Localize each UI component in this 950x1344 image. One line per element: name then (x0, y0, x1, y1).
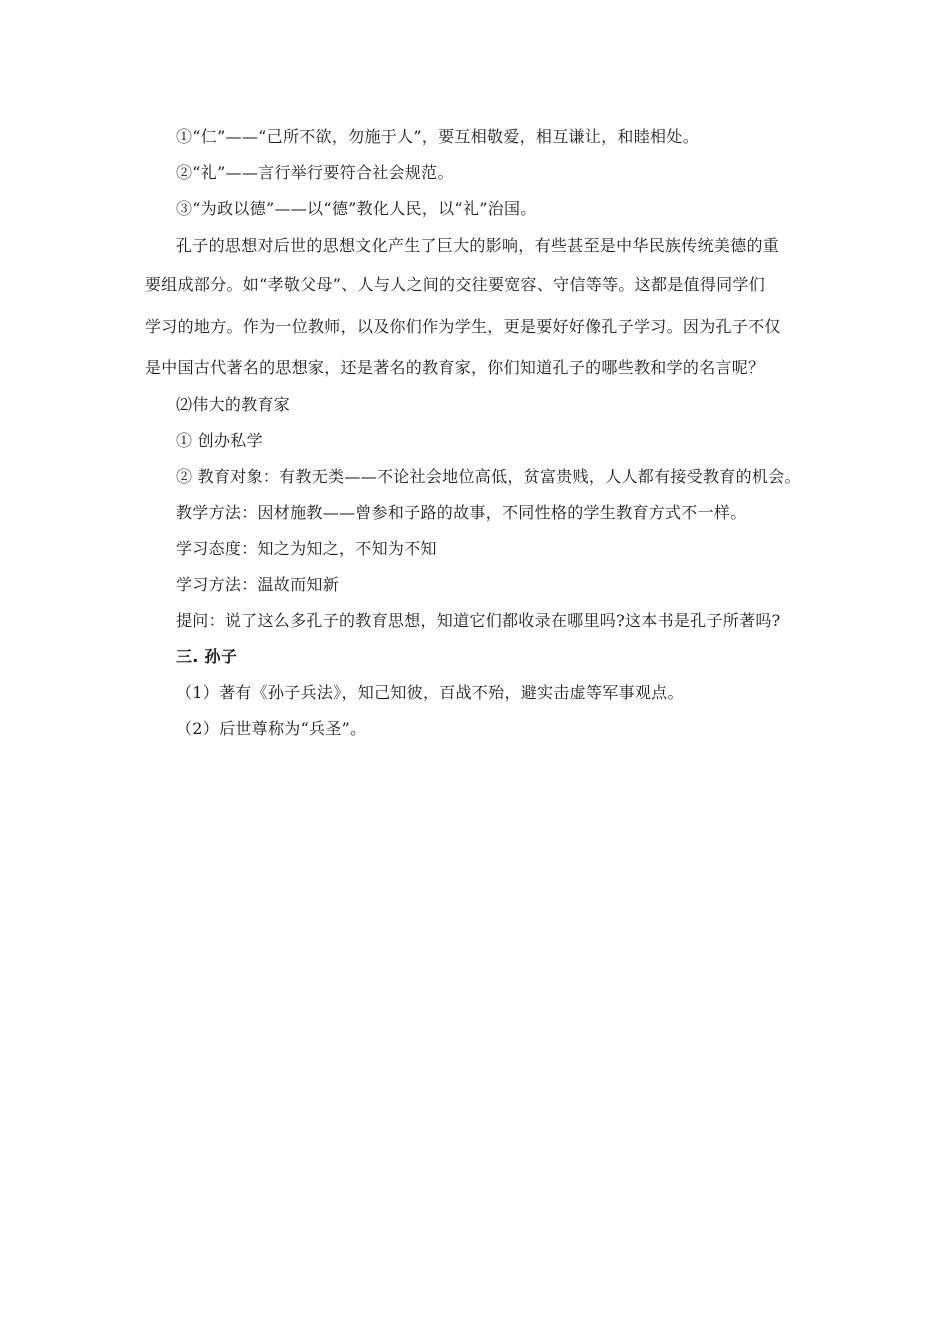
list-item: ② 教育对象：有教无类——不论社会地位高低，贫富贵贱，人人都有接受教育的机会。 (176, 467, 801, 486)
list-item: 学习方法：温故而知新 (176, 575, 340, 594)
weizheng-item: ③“为政以德”——以“德”教化人民，以“礼”治国。 (176, 199, 537, 218)
section-heading-sunzi: 三. 孙子 (176, 647, 238, 666)
list-item: （2）后世尊称为“兵圣”。 (176, 719, 367, 738)
paragraph-line: 孔子的思想对后世的思想文化产生了巨大的影响，有些甚至是中华民族传统美德的重 (176, 236, 780, 255)
paragraph-line: 学习的地方。作为一位教师，以及你们作为学生，更是要好好像孔子学习。因为孔子不仅 (145, 317, 781, 336)
list-item: 学习态度：知之为知之，不知为不知 (176, 539, 437, 558)
paragraph-line: 是中国古代著名的思想家，还是著名的教育家，你们知道孔子的哪些教和学的名言呢？ (145, 358, 765, 377)
ren-item: ①“仁”——“己所不欲，勿施于人”，要互相敬爱，相互谦让，和睦相处。 (176, 127, 699, 146)
subheading-educator: ⑵伟大的教育家 (176, 395, 291, 414)
list-item: （1）著有《孙子兵法》，知己知彼，百战不殆，避实击虚等军事观点。 (176, 683, 684, 702)
list-item: 教学方法：因材施教——曾参和子路的故事，不同性格的学生教育方式不一样。 (176, 503, 747, 522)
paragraph-line: 要组成部分。如“孝敬父母”、人与人之间的交往要宽容、守信等等。这都是值得同学们 (145, 275, 766, 294)
question-line: 提问：说了这么多孔子的教育思想，知道它们都收录在哪里吗?这本书是孔子所著吗? (176, 611, 781, 630)
list-item: ① 创办私学 (176, 431, 263, 450)
li-item: ②“礼”——言行举行要符合社会规范。 (176, 163, 454, 182)
